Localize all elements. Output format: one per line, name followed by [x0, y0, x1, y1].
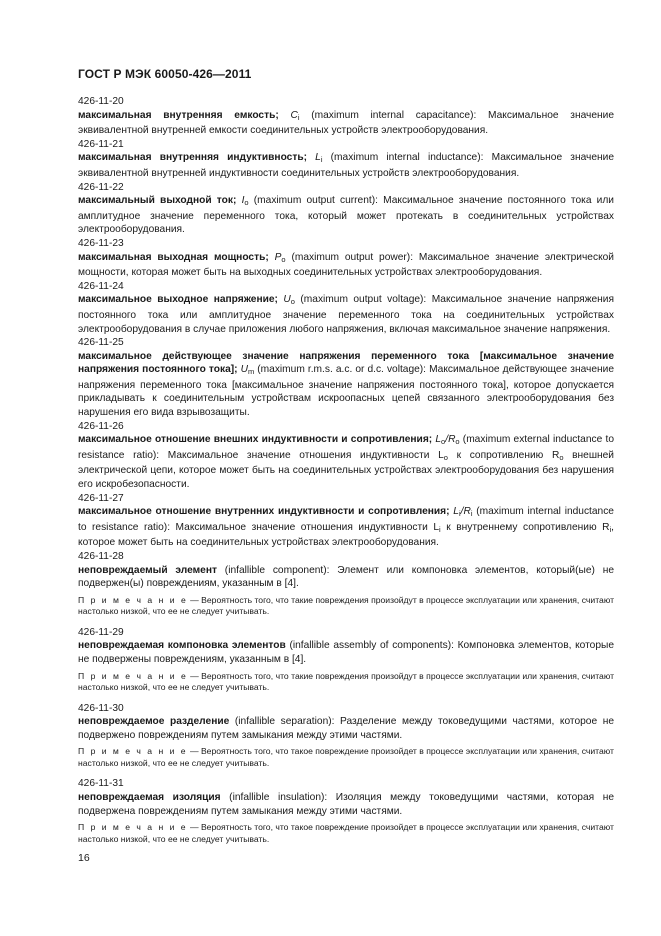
term-definition [78, 564, 614, 591]
term-symbol: C [290, 109, 298, 121]
term-definition [78, 293, 614, 336]
term-name: неповреждаемый элемент [78, 564, 217, 576]
term-definition [78, 791, 614, 818]
term-number: 426-11-23 [78, 237, 124, 249]
term-symbol: L [453, 506, 459, 518]
term-symbol-2: R [448, 434, 456, 446]
term-note [78, 822, 614, 845]
term-symbol-subscript: m [247, 367, 255, 377]
inline-subscript: o [443, 452, 448, 462]
term-text: (maximum r.m.s. a.c. or d.c. voltage): Максимальное действующее значение напряжения переменного тока [максимальное значение напряжения постоянного тока], которое допускается прикладывать к соединительным устройствам искроопасных цепей связанного электрооборудования без нарушения его вида взрывозащиты. [78, 364, 614, 419]
term-entry [78, 280, 614, 336]
term-number: 426-11-31 [78, 778, 124, 790]
term-symbol-2: R [463, 506, 471, 518]
note-label: П р и м е ч а н и е [78, 594, 188, 605]
term-name: максимальная внутренняя индуктивность; [78, 152, 307, 164]
term-name: неповреждаемая компоновка элементов [78, 640, 286, 652]
term-text: (maximum output voltage): Максимальное значение напряжения постоянного тока или амплитудное значение переменного тока на соединительных устройствах электрооборудования в случае приложения любого напряжения, включая максимальное значение напряжения. [78, 294, 615, 335]
term-number: 426-11-26 [78, 420, 124, 432]
term-text: (infallible insulation): Изоляция между токоведущими частями, которая не подвержена повреждениям путем замыкания между этими частями. [78, 791, 614, 817]
term-text: (infallible assembly of components): Компоновка элементов, которые не подвержены повреждениям, указанным в [4]. [78, 640, 614, 665]
note-label: П р и м е ч а н и е [78, 822, 188, 833]
note-text: — Вероятность того, что такие повреждения произойдут в процессе эксплуатации или хранения, считают настолько низкой, что ее не следует учитывать. [78, 670, 615, 693]
inline-subscript-2: i [609, 524, 612, 534]
term-symbol-subscript: i [458, 509, 461, 519]
term-name: максимальная выходная мощность; [78, 251, 269, 263]
term-slash: / [460, 506, 464, 518]
term-symbol: L [435, 434, 442, 446]
term-entry [78, 777, 614, 845]
term-symbol: I [241, 195, 245, 207]
term-name: неповреждаемая изоляция [78, 791, 221, 803]
term-definition [78, 639, 614, 666]
note-label: П р и м е ч а н и е [78, 746, 188, 757]
term-text: (maximum internal capacitance): Максимальное значение эквивалентной внутренней емкости соединительных устройств электрооборудования. [78, 109, 614, 137]
term-number: 426-11-20 [78, 96, 124, 107]
term-text-c: внешней электрической цепи, которое может быть на соединительных устройствах электрооборудования без нарушения его искробезопасности. [78, 449, 614, 491]
term-text: (maximum internal inductance): Максимальное значение эквивалентной внутренней индуктивности соединительных устройств электрооборудования. [78, 152, 614, 179]
term-entry [78, 420, 614, 492]
note-text: — Вероятность того, что такие повреждения произойдут в процессе эксплуатации или хранения, считают настолько низкой, что ее не следует учитывать. [78, 594, 615, 617]
term-symbol: L [315, 152, 321, 164]
term-number: 426-11-30 [78, 702, 124, 714]
term-slash: / [445, 434, 449, 446]
term-definition [78, 109, 614, 138]
note-label: П р и м е ч а н и е [78, 670, 188, 681]
term-name: максимальная внутренняя емкость; [78, 109, 279, 121]
term-text-b: к внутреннему сопротивлению R [440, 521, 610, 533]
term-entry [78, 626, 614, 694]
term-text: (maximum output power): Максимальное значение электрической мощности, которая может быть на выходных соединительных устройствах электрооборудования. [78, 251, 614, 279]
term-note [78, 595, 614, 618]
term-text: (maximum external inductance to resistance ratio): Максимальное значение отношения индуктивности L [78, 434, 614, 461]
term-name: максимальное выходное напряжение; [78, 294, 278, 306]
inline-subscript: i [439, 524, 441, 534]
term-definition [78, 194, 614, 237]
term-definition [78, 505, 614, 550]
inline-subscript-2: o [559, 452, 564, 462]
term-name: максимальный выходной ток; [78, 195, 237, 207]
term-entry [78, 95, 614, 138]
term-symbol-subscript: i [297, 112, 300, 122]
term-entry [78, 237, 614, 280]
term-definition [78, 433, 614, 491]
term-number: 426-11-21 [78, 138, 124, 150]
term-text: (infallible component): Элемент или компоновка элементов, который(ые) не подвержен(ы) повреждениям, указанным в [4]. [78, 564, 614, 590]
term-name: максимальное действующее значение напряжения переменного тока [максимальное значение напряжения постоянного тока]; [78, 350, 614, 376]
term-symbol-subscript: o [290, 297, 295, 307]
term-definition [78, 251, 614, 280]
term-number: 426-11-27 [78, 492, 124, 504]
term-entry [78, 336, 614, 420]
term-entry [78, 181, 614, 237]
term-entry [78, 702, 614, 770]
term-number: 426-11-22 [78, 181, 124, 193]
term-symbol: P [274, 251, 282, 263]
page-number: 16 [78, 852, 90, 864]
term-symbol: U [240, 364, 248, 376]
term-text: (infallible separation): Разделение между токоведущими частями, которое не подвержено повреждениям путем замыкания между этими частями. [78, 716, 615, 741]
term-symbol-subscript: o [244, 198, 249, 208]
term-symbol-subscript: i [320, 155, 323, 165]
term-text: (maximum output current): Максимальное значение постоянного тока или амплитудное значение переменного тока, который может протекать в соединительных устройствах электрооборудования. [78, 195, 614, 236]
term-text: (maximum internal inductance to resistance ratio): Максимальное значение отношения индуктивности L [78, 506, 614, 533]
term-entry [78, 492, 614, 550]
term-name: максимальное отношение внутренних индуктивности и сопротивления; [78, 506, 450, 518]
term-entry [78, 138, 614, 181]
term-symbol-subscript: o [281, 254, 286, 264]
term-number: 426-11-25 [78, 337, 124, 349]
term-number: 426-11-29 [78, 626, 124, 638]
term-definition [78, 715, 614, 742]
term-symbol: U [283, 294, 291, 306]
term-symbol-2-subscript: i [470, 509, 473, 519]
term-definition [78, 350, 614, 420]
term-number: 426-11-24 [78, 280, 124, 292]
term-symbol-2-subscript: o [455, 437, 460, 447]
document-body [78, 95, 614, 853]
document-header: ГОСТ Р МЭК 60050-426—2011 [78, 67, 252, 81]
term-symbol-subscript: o [441, 437, 446, 447]
term-note [78, 671, 614, 694]
note-text: — Вероятность того, что такое повреждение произойдет в процессе эксплуатации или хранения, считают настолько низкой, что ее не следует учитывать. [78, 822, 614, 844]
term-text-b: к сопротивлению R [447, 449, 560, 461]
term-note [78, 746, 614, 769]
term-name: максимальное отношение внешних индуктивности и сопротивления; [78, 434, 433, 446]
note-text: — Вероятность того, что такое повреждение произойдет в процессе эксплуатации или хранения, считают настолько низкой, что ее не следует учитывать. [78, 746, 614, 768]
term-text-c: , которое может быть на соединительных устройствах электрооборудования. [78, 521, 614, 549]
term-entry [78, 550, 614, 618]
term-number: 426-11-28 [78, 551, 124, 562]
term-name: неповреждаемое разделение [78, 716, 230, 728]
term-definition [78, 151, 614, 180]
